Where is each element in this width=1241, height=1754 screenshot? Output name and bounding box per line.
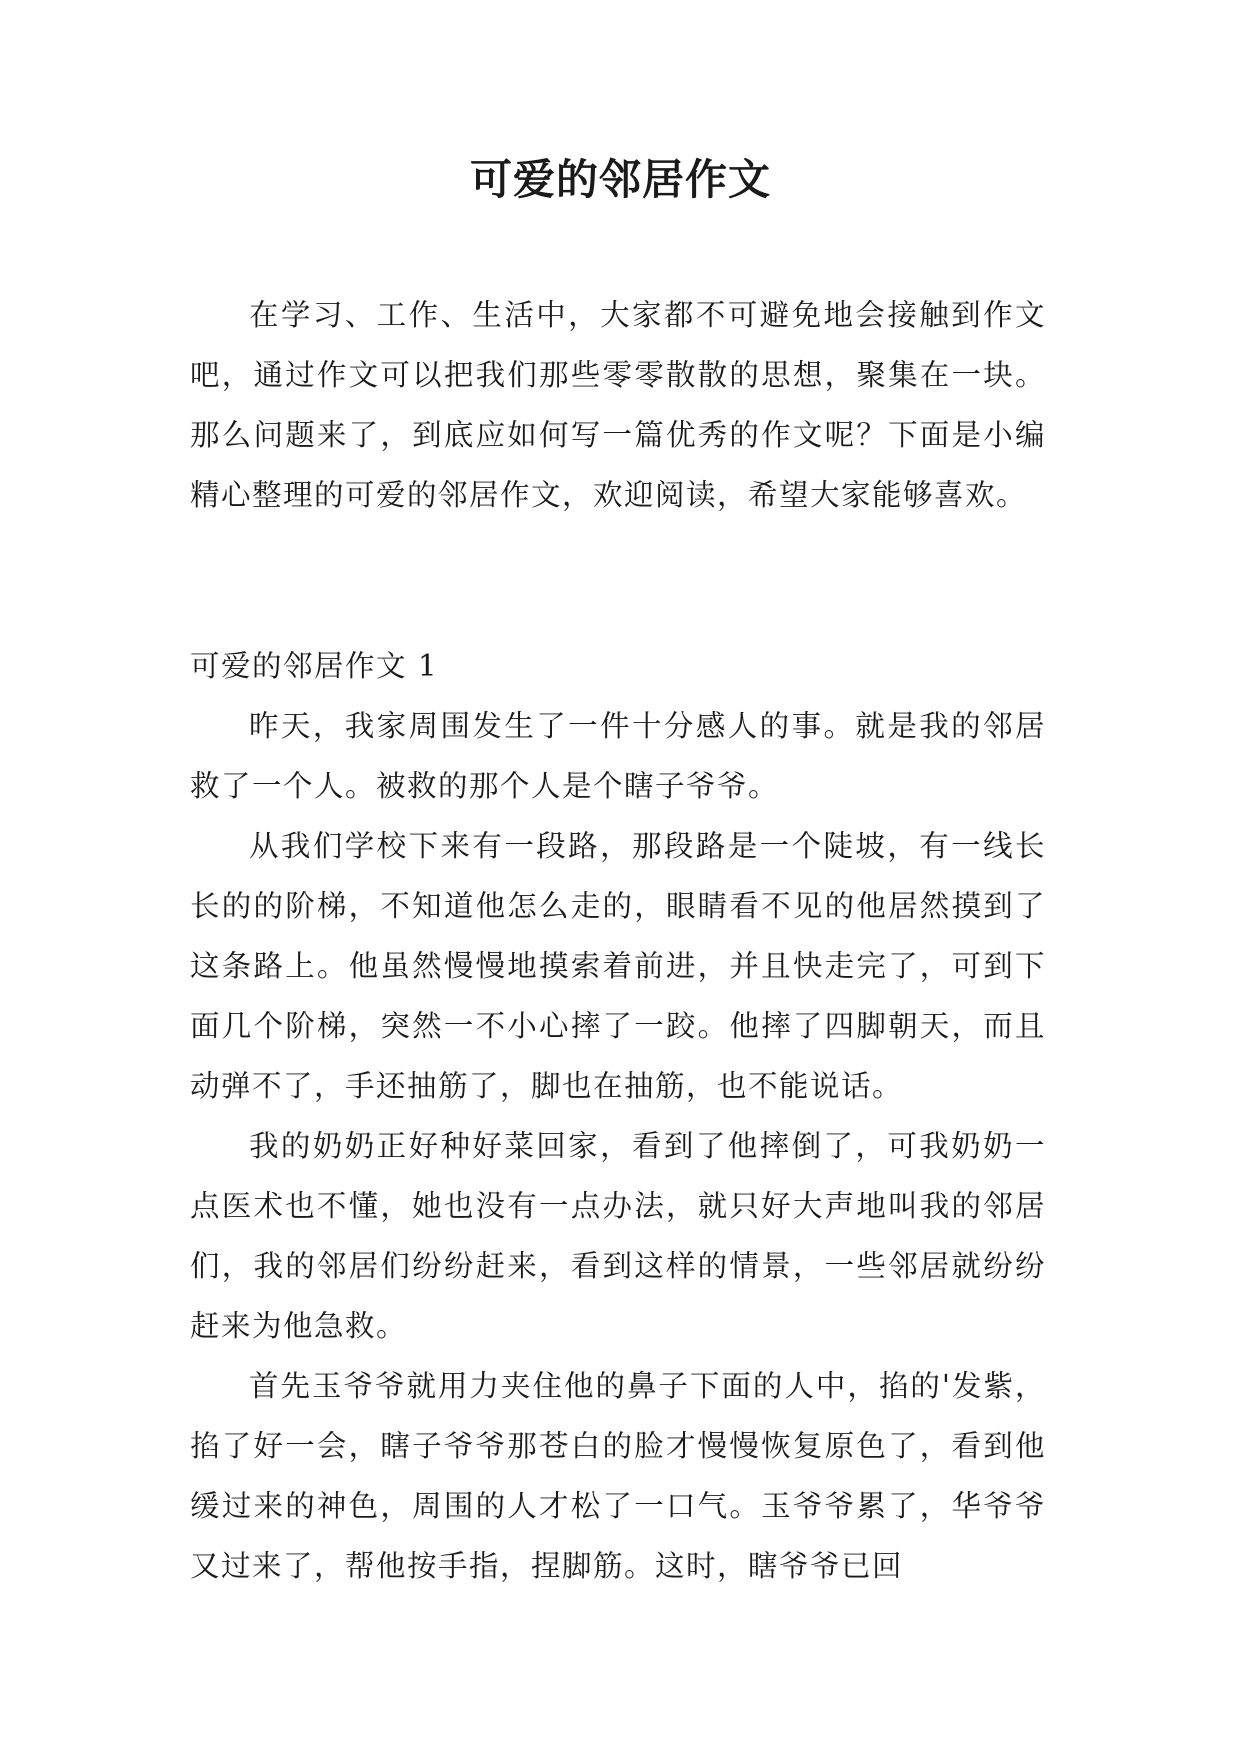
article-paragraph: 从我们学校下来有一段路，那段路是一个陡坡，有一线长长的的阶梯，不知道他怎么走的，眼睛看不见的他居然摸到了这条路上。他虽然慢慢地摸索着前进，并且快走完了，可到下面几个阶梯，突然一不小心摔了一跤。他摔了四脚朝天，而且动弹不了，手还抽筋了，脚也在抽筋，也不能说话。: [190, 829, 1046, 1103]
article-paragraph: 我的奶奶正好种好菜回家，看到了他摔倒了，可我奶奶一点医术也不懂，她也没有一点办法，就只好大声地叫我的邻居们，我的邻居们纷纷赶来，看到这样的情景，一些邻居就纷纷赶来为他急救。: [190, 1129, 1046, 1343]
article-paragraph: 昨天，我家周围发生了一件十分感人的事。就是我的邻居救了一个人。被救的那个人是个瞎子爷爷。: [190, 709, 1046, 803]
intro-paragraph: 在学习、工作、生活中，大家都不可避免地会接触到作文吧，通过作文可以把我们那些零零散散的思想，聚集在一块。那么问题来了，到底应如何写一篇优秀的作文呢？下面是小编精心整理的可爱的邻居作文，欢迎阅读，希望大家能够喜欢。: [190, 298, 1046, 512]
intro-section: [190, 285, 1046, 525]
section-heading: 可爱的邻居作文 1: [190, 649, 439, 683]
article-section: [190, 636, 1046, 1596]
document-title: 可爱的邻居作文: [469, 155, 771, 204]
article-paragraph: 首先玉爷爷就用力夹住他的鼻子下面的人中，掐的'发紫，掐了好一会，瞎子爷爷那苍白的脸才慢慢恢复原色了，看到他缓过来的神色，周围的人才松了一口气。玉爷爷累了，华爷爷又过来了，帮他按手指，捏脚筋。这时，瞎爷爷已回: [190, 1369, 1046, 1583]
